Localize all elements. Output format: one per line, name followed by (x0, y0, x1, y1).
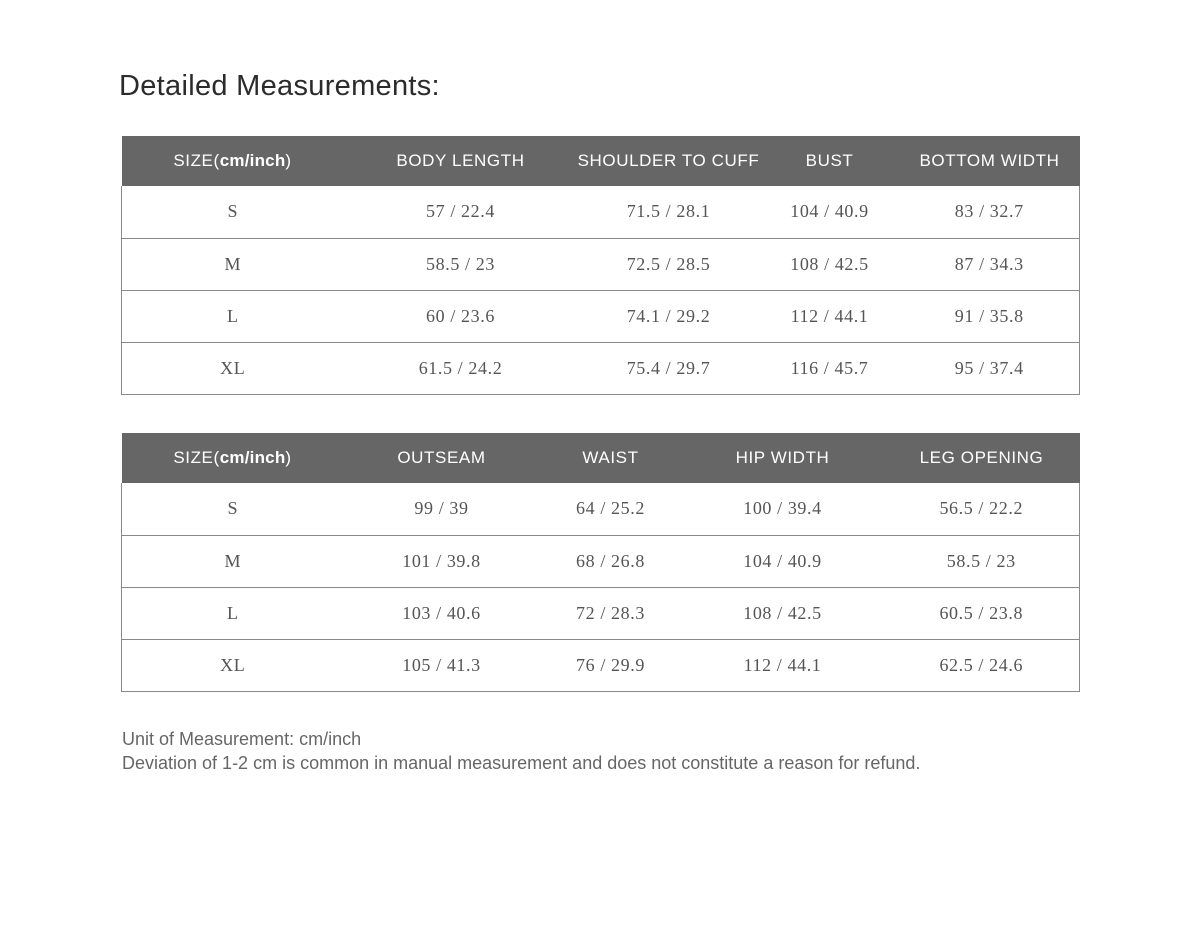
cell-value: 87 / 34.3 (900, 238, 1080, 290)
cell-size: XL (122, 639, 344, 691)
cell-size: XL (122, 342, 344, 394)
cell-size: M (122, 238, 344, 290)
header-size (122, 433, 344, 483)
cell-value: 95 / 37.4 (900, 342, 1080, 394)
cell-size: L (122, 290, 344, 342)
header-size-suffix: ) (285, 448, 292, 467)
cell-value: 58.5 / 23 (884, 535, 1080, 587)
cell-value: 100 / 39.4 (743, 498, 822, 519)
cell-size: S (122, 483, 344, 535)
table-row (122, 483, 1080, 535)
page-title: Detailed Measurements: (119, 70, 440, 102)
cell-value: 101 / 39.8 (344, 535, 540, 587)
measurement-notes (122, 727, 920, 775)
cell-value: 64 / 25.2 (576, 498, 645, 519)
cell-value: 75.4 / 29.7 (578, 342, 760, 394)
cell-value: 72.5 / 28.5 (578, 238, 760, 290)
cell-value: 62.5 / 24.6 (884, 639, 1080, 691)
cell-value: 108 / 42.5 (760, 238, 900, 290)
table-row (122, 290, 1080, 342)
header-size-unit: cm/inch (219, 151, 286, 170)
table-header-row (122, 136, 1080, 186)
header-leg-opening: LEG OPENING (919, 448, 1044, 467)
deviation-note: Deviation of 1-2 cm is common in manual measurement and does not constitute a reason for refund. (122, 753, 921, 773)
top-size-table (121, 136, 1080, 395)
cell-value: 68 / 26.8 (540, 535, 682, 587)
header-shoulder-to-cuff: SHOULDER TO CUFF (577, 151, 760, 170)
header-size (122, 136, 344, 186)
table-row (122, 639, 1080, 691)
cell-value: 83 / 32.7 (900, 186, 1080, 238)
cell-value: 108 / 42.5 (682, 587, 884, 639)
cell-value: 112 / 44.1 (760, 290, 900, 342)
header-body-length: BODY LENGTH (396, 151, 525, 170)
unit-note: Unit of Measurement: cm/inch (122, 729, 362, 749)
cell-value: 76 / 29.9 (540, 639, 682, 691)
header-size-suffix: ) (285, 151, 292, 170)
cell-value: 56.5 / 22.2 (884, 483, 1080, 535)
header-bottom-width: BOTTOM WIDTH (919, 151, 1060, 170)
cell-size: M (122, 535, 344, 587)
cell-value: 91 / 35.8 (900, 290, 1080, 342)
header-waist: WAIST (582, 448, 639, 467)
table-row (122, 186, 1080, 238)
header-bust: BUST (805, 151, 854, 170)
cell-value: 72 / 28.3 (540, 587, 682, 639)
bottom-size-table (121, 433, 1080, 692)
header-size-label: SIZE( (173, 448, 220, 467)
cell-value: 74.1 / 29.2 (578, 290, 760, 342)
table-row (122, 238, 1080, 290)
cell-value: 112 / 44.1 (682, 639, 884, 691)
header-outseam: OUTSEAM (397, 448, 486, 467)
table-row (122, 342, 1080, 394)
cell-value: 60 / 23.6 (344, 290, 578, 342)
cell-value: 104 / 40.9 (790, 201, 869, 222)
table-header-row (122, 433, 1080, 483)
cell-value: 105 / 41.3 (344, 639, 540, 691)
table-row (122, 535, 1080, 587)
cell-value: 103 / 40.6 (344, 587, 540, 639)
cell-value: 116 / 45.7 (760, 342, 900, 394)
cell-value: 104 / 40.9 (682, 535, 884, 587)
cell-value: 99 / 39 (414, 498, 469, 519)
header-size-unit: cm/inch (219, 448, 286, 467)
cell-size: S (122, 186, 344, 238)
table-row (122, 587, 1080, 639)
cell-value: 61.5 / 24.2 (344, 342, 578, 394)
header-hip-width: HIP WIDTH (735, 448, 830, 467)
cell-value: 58.5 / 23 (344, 238, 578, 290)
header-size-label: SIZE( (173, 151, 220, 170)
cell-value: 71.5 / 28.1 (626, 201, 711, 222)
cell-value: 60.5 / 23.8 (884, 587, 1080, 639)
cell-value: 57 / 22.4 (426, 201, 495, 222)
cell-size: L (122, 587, 344, 639)
